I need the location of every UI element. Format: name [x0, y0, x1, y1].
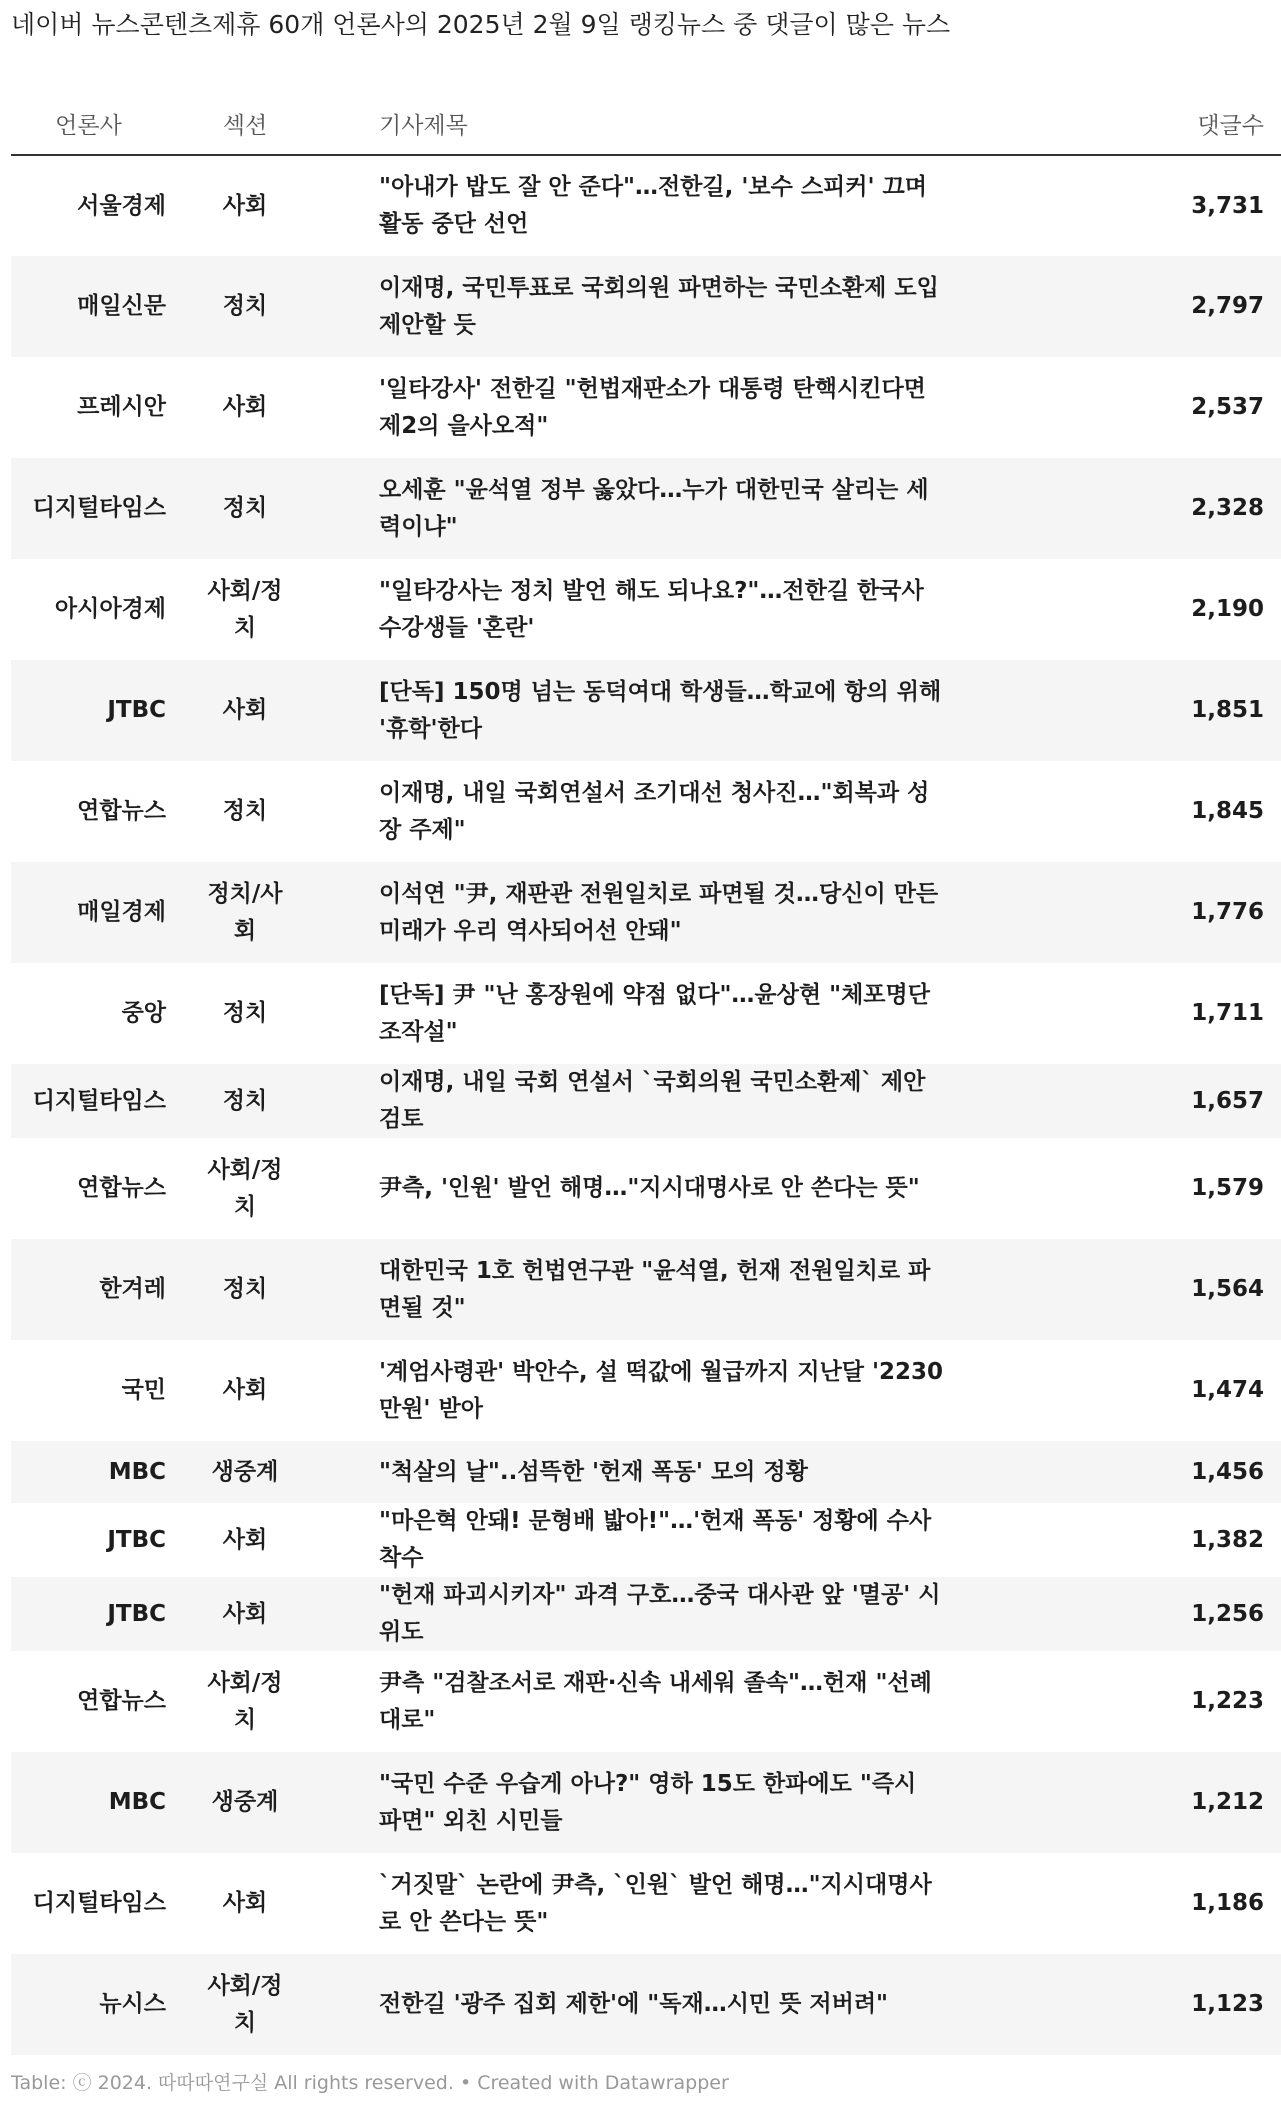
cell-section-wrap	[166, 1503, 324, 1577]
cell-section-wrap	[166, 1651, 324, 1752]
cell-headline: 이재명, 내일 국회 연설서 `국회의원 국민소환제` 제안 검토	[324, 1064, 1079, 1138]
cell-comments: 1,456	[1079, 1441, 1281, 1503]
cell-section: 사회	[222, 1600, 268, 1627]
cell-section: 사회/정치	[207, 1669, 283, 1733]
cell-section-wrap	[166, 357, 324, 458]
cell-comments: 1,382	[1191, 1526, 1264, 1553]
cell-section: 사회/정치	[207, 577, 283, 641]
header-comments: 댓글수	[1079, 92, 1281, 155]
cell-headline: '계엄사령관' 박안수, 설 떡값에 월급까지 지난달 '2230만원' 받아	[379, 1358, 944, 1422]
cell-publisher: 국민	[121, 1377, 166, 1403]
cell-section-wrap	[166, 1064, 324, 1138]
cell-section-wrap	[166, 458, 324, 559]
cell-headline: 이석연 "尹, 재판관 전원일치로 파면될 것…당신이 만든 미래가 우리 역사되어선 안돼"	[324, 862, 1079, 963]
table-row	[11, 458, 1281, 559]
table-row	[11, 1954, 1281, 2055]
cell-comments: 3,731	[1191, 192, 1264, 219]
cell-headline: `거짓말` 논란에 尹측, `인원` 발언 해명…"지시대명사로 안 쓴다는 뜻"	[379, 1871, 932, 1935]
cell-comments: 2,328	[1079, 458, 1281, 559]
cell-comments: 1,474	[1191, 1377, 1264, 1403]
cell-publisher: 매일신문	[11, 256, 166, 357]
cell-section-wrap	[166, 1138, 324, 1239]
cell-publisher: 뉴시스	[11, 1954, 166, 2055]
table-row	[11, 1577, 1281, 1651]
table-row	[11, 1239, 1281, 1340]
cell-publisher: 아시아경제	[54, 596, 166, 622]
cell-comments: 1,776	[1079, 862, 1281, 963]
cell-publisher: JTBC	[107, 1526, 166, 1553]
chart-title: 네이버 뉴스콘텐츠제휴 60개 언론사의 2025년 2월 9일 랭킹뉴스 중 댓글이 많은 뉴스	[11, 10, 951, 39]
cell-publisher: 디지털타임스	[11, 458, 166, 559]
cell-section: 사회	[222, 192, 268, 219]
table-row	[11, 660, 1281, 761]
table-row	[11, 1853, 1281, 1954]
table-row	[11, 1503, 1281, 1577]
table-row	[11, 1651, 1281, 1752]
table-row	[11, 862, 1281, 963]
cell-headline: 尹측, '인원' 발언 해명…"지시대명사로 안 쓴다는 뜻"	[379, 1175, 920, 1201]
cell-section-wrap	[166, 155, 324, 256]
cell-comments: 1,123	[1079, 1954, 1281, 2055]
table-row	[11, 1441, 1281, 1503]
cell-comments: 1,186	[1191, 1890, 1264, 1916]
cell-headline: '일타강사' 전한길 "헌법재판소가 대통령 탄핵시킨다면 제2의 을사오적"	[379, 375, 926, 439]
cell-headline: 이재명, 내일 국회연설서 조기대선 청사진…"회복과 성장 주제"	[379, 779, 930, 843]
cell-publisher: 프레시안	[77, 394, 166, 420]
cell-headline: [단독] 150명 넘는 동덕여대 학생들…학교에 항의 위해 '휴학'한다	[324, 660, 1079, 761]
table-row	[11, 559, 1281, 660]
cell-headline: "아내가 밥도 잘 안 준다"…전한길, '보수 스피커' 끄며 활동 중단 선언	[379, 174, 927, 237]
table-row	[11, 1752, 1281, 1853]
cell-section: 생중계	[211, 1789, 279, 1815]
cell-section: 사회	[222, 1377, 268, 1403]
cell-section: 정치	[222, 1276, 268, 1302]
cell-comments: 1,564	[1079, 1239, 1281, 1340]
cell-headline: "헌재 파괴시키자" 과격 구호…중국 대사관 앞 '멸공' 시위도	[324, 1577, 1079, 1651]
cell-section-wrap	[166, 1239, 324, 1340]
cell-publisher: JTBC	[11, 1577, 166, 1651]
cell-section: 사회/정치	[207, 1156, 283, 1220]
cell-publisher: 연합뉴스	[77, 1175, 166, 1201]
cell-comments: 1,851	[1079, 660, 1281, 761]
cell-headline: "척살의 날"..섬뜩한 '헌재 폭동' 모의 정황	[324, 1441, 1079, 1503]
cell-section-wrap	[166, 862, 324, 963]
cell-headline: 오세훈 "윤석열 정부 옳았다…누가 대한민국 살리는 세력이냐"	[324, 458, 1079, 559]
cell-publisher: 한겨레	[11, 1239, 166, 1340]
table-row	[11, 1138, 1281, 1239]
table-row	[11, 761, 1281, 862]
cell-publisher: 디지털타임스	[11, 1064, 166, 1138]
cell-comments: 1,579	[1191, 1175, 1264, 1201]
cell-headline: "일타강사는 정치 발언 해도 되나요?"…전한길 한국사 수강생들 '혼란'	[379, 577, 924, 641]
cell-section: 정치	[222, 1000, 268, 1026]
cell-publisher: JTBC	[11, 660, 166, 761]
cell-section-wrap	[166, 1853, 324, 1954]
table-row	[11, 1340, 1281, 1441]
cell-publisher: 중앙	[121, 1000, 166, 1026]
cell-section: 사회	[222, 1890, 268, 1916]
table-row	[11, 1064, 1281, 1138]
table-row	[11, 256, 1281, 357]
cell-headline: 尹측 "검찰조서로 재판·신속 내세워 졸속"…헌재 "선례대로"	[379, 1669, 932, 1733]
cell-comments: 1,711	[1191, 1000, 1264, 1026]
header-publisher: 언론사	[11, 92, 166, 155]
cell-comments: 1,256	[1079, 1577, 1281, 1651]
cell-headline: [단독] 尹 "난 홍장원에 약점 없다"…윤상현 "체포명단 조작설"	[379, 981, 930, 1045]
cell-comments: 1,845	[1191, 798, 1264, 824]
table-header-row	[11, 92, 1281, 155]
cell-section: 정치	[222, 798, 268, 824]
cell-section: 정치	[222, 495, 268, 521]
cell-section: 사회	[222, 394, 268, 420]
cell-comments: 1,657	[1079, 1064, 1281, 1138]
cell-publisher: 서울경제	[77, 192, 166, 219]
cell-headline: 전한길 '광주 집회 제한'에 "독재…시민 뜻 저버려"	[324, 1954, 1079, 2055]
table-row	[11, 357, 1281, 458]
ranking-table	[11, 92, 1281, 2055]
cell-section: 정치	[222, 293, 268, 319]
table-row	[11, 963, 1281, 1064]
cell-publisher: 연합뉴스	[77, 1688, 166, 1714]
cell-section-wrap	[166, 256, 324, 357]
cell-section-wrap	[166, 559, 324, 660]
cell-comments: 2,190	[1191, 596, 1264, 622]
cell-comments: 1,212	[1079, 1752, 1281, 1853]
table-row	[11, 155, 1281, 256]
cell-publisher: MBC	[11, 1441, 166, 1503]
cell-section-wrap	[166, 660, 324, 761]
cell-comments: 2,537	[1191, 394, 1264, 420]
cell-section-wrap	[166, 761, 324, 862]
cell-section-wrap	[166, 1954, 324, 2055]
cell-section-wrap	[166, 1752, 324, 1853]
cell-section: 생중계	[211, 1458, 279, 1485]
footer-credit: Table: ⓒ 2024. 따따따연구실 All rights reserved. • Created with Datawrapper	[11, 2072, 729, 2094]
cell-section-wrap	[166, 1340, 324, 1441]
cell-section-wrap	[166, 1577, 324, 1651]
cell-headline: 이재명, 국민투표로 국회의원 파면하는 국민소환제 도입 제안할 듯	[324, 256, 1079, 357]
cell-headline: "마은혁 안돼! 문형배 밟아!"…'헌재 폭동' 정황에 수사 착수	[379, 1508, 932, 1571]
cell-comments: 1,223	[1191, 1688, 1264, 1714]
cell-headline: 대한민국 1호 헌법연구관 "윤석열, 헌재 전원일치로 파면될 것"	[324, 1239, 1079, 1340]
cell-section: 사회	[222, 1526, 268, 1553]
cell-section: 사회/정치	[207, 1972, 283, 2036]
cell-section-wrap	[166, 963, 324, 1064]
cell-section: 정치/사회	[207, 880, 283, 944]
cell-section: 사회	[222, 697, 268, 723]
cell-publisher: 디지털타임스	[32, 1890, 166, 1916]
cell-publisher: MBC	[11, 1752, 166, 1853]
cell-publisher: 매일경제	[11, 862, 166, 963]
header-section: 섹션	[166, 92, 324, 155]
cell-section: 정치	[222, 1087, 268, 1114]
cell-headline: "국민 수준 우습게 아나?" 영하 15도 한파에도 "즉시 파면" 외친 시민들	[324, 1752, 1079, 1853]
header-headline: 기사제목	[324, 92, 1079, 155]
cell-publisher: 연합뉴스	[77, 798, 166, 824]
cell-section-wrap	[166, 1441, 324, 1503]
cell-comments: 2,797	[1079, 256, 1281, 357]
